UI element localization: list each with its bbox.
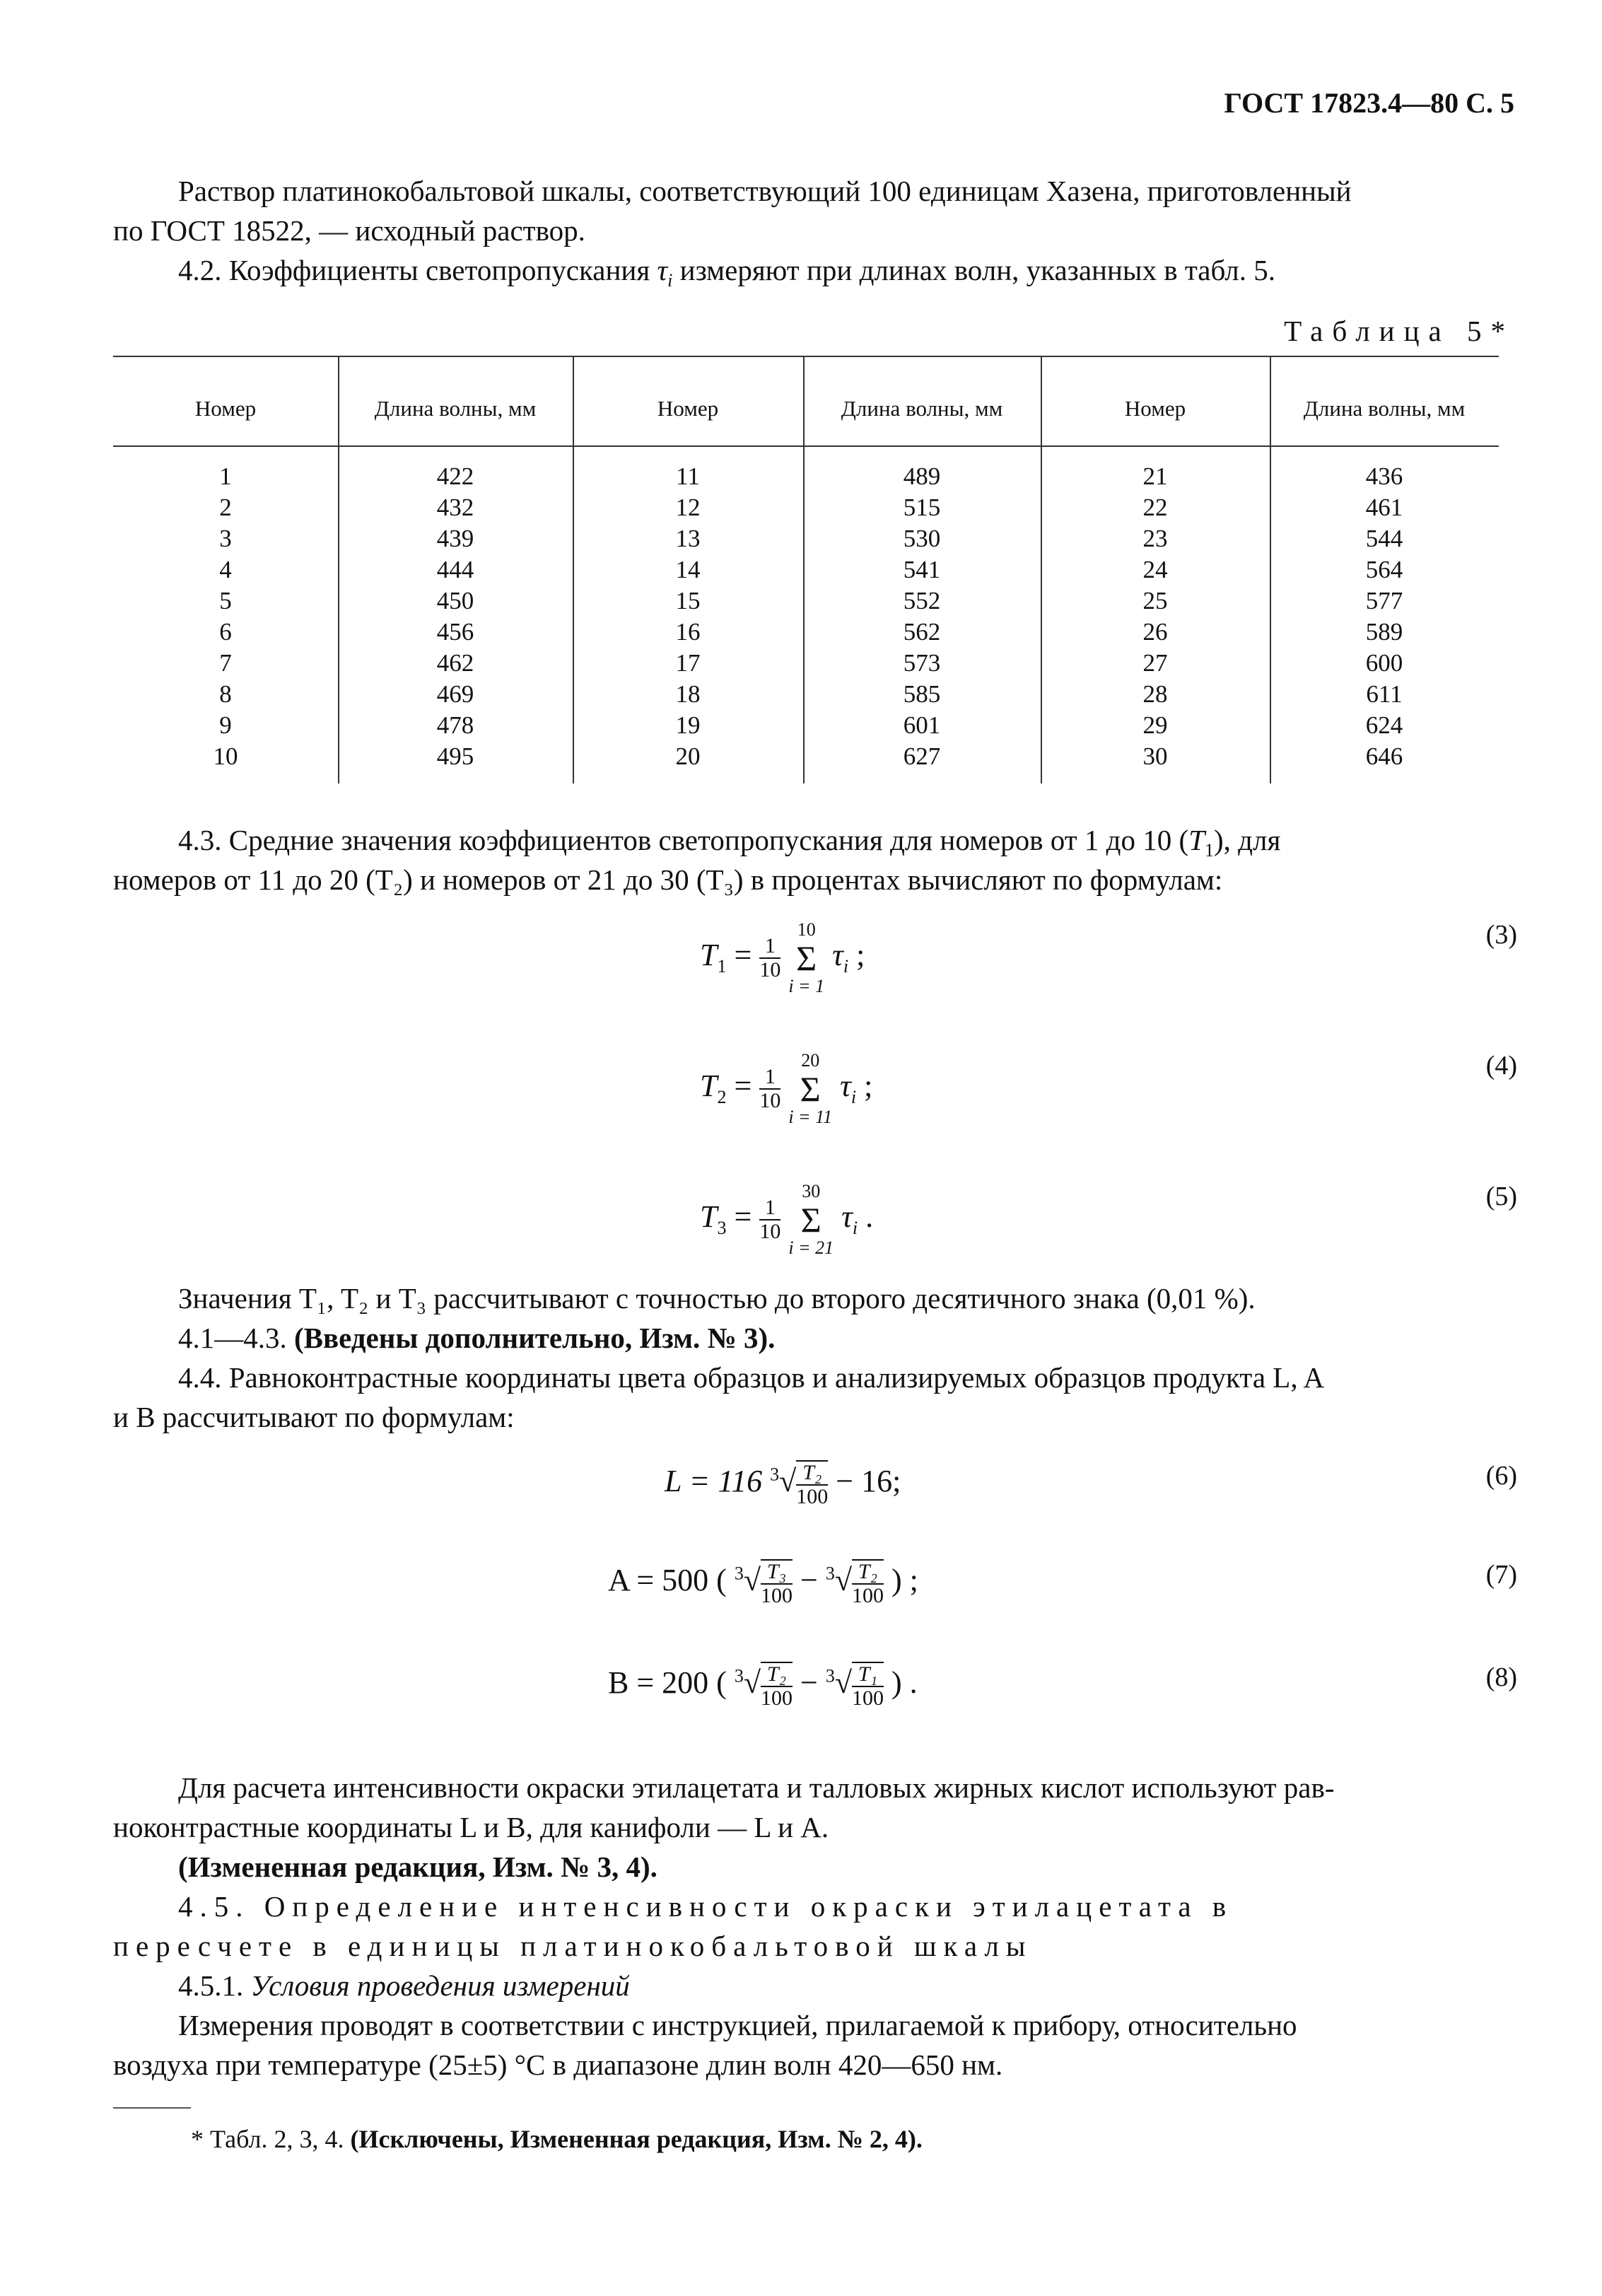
- formula-3: [700, 919, 865, 997]
- fraction: [852, 1559, 884, 1607]
- table-cell: 422: [436, 462, 474, 490]
- table-cell: 600: [1365, 649, 1403, 677]
- denominator: 10: [759, 958, 781, 981]
- table-cell: 530: [903, 525, 941, 552]
- tau-subscript: i: [843, 955, 849, 977]
- minus-sign: −: [800, 1563, 818, 1598]
- formula-end: ) .: [891, 1665, 918, 1701]
- table-column-number-3: [1041, 461, 1270, 772]
- formula-number: (3): [1485, 920, 1517, 950]
- table-cell: 432: [436, 494, 474, 521]
- fraction: [759, 935, 780, 981]
- t1-subscript: 1: [1205, 840, 1214, 861]
- table-cell: 478: [436, 711, 474, 739]
- numerator: T₂: [796, 1462, 828, 1486]
- table-cell: 439: [436, 525, 474, 552]
- formula-lhs-sub: 3: [717, 1217, 727, 1238]
- formula-end: .: [865, 1199, 874, 1235]
- table-cell: 469: [436, 680, 474, 708]
- formula-lhs: T: [700, 938, 718, 973]
- formula-4: [700, 1050, 872, 1128]
- root-sign-icon: √: [743, 1665, 761, 1701]
- fraction: [761, 1662, 793, 1710]
- section-number: 4.5.1.: [178, 1969, 251, 2002]
- denominator: 100: [796, 1485, 829, 1508]
- table-cell: 11: [676, 462, 700, 490]
- formula-8: [608, 1662, 918, 1710]
- amendment-text: (Введены дополнительно, Изм. № 3).: [294, 1322, 776, 1354]
- formula-lhs: T: [700, 1068, 718, 1104]
- table-header-number: Номер: [657, 396, 719, 421]
- denominator: 100: [851, 1686, 884, 1710]
- formula-rest: − 16;: [836, 1464, 901, 1499]
- section-4-5-line-2: пересчете в единицы платинокобальтовой шкалы: [113, 1930, 1033, 1962]
- table-cell: 25: [1142, 587, 1168, 614]
- sum-upper: 20: [801, 1050, 820, 1071]
- table-caption: Таблица 5*: [1284, 315, 1514, 347]
- table-header-wavelength: Длина волны, мм: [374, 396, 537, 421]
- denominator: 100: [851, 1584, 884, 1607]
- table-cell: 450: [436, 587, 474, 614]
- numerator: T₂: [761, 1663, 793, 1687]
- formula-end: ) ;: [891, 1563, 918, 1598]
- root-index: 3: [825, 1563, 835, 1584]
- footnote: [191, 2121, 923, 2157]
- numerator: 1: [759, 935, 780, 959]
- formula-5: [700, 1181, 873, 1259]
- table-cell: 495: [436, 742, 474, 770]
- p43-text: 4.3. Средние значения коэффициентов светопропускания для номеров от 1 до 10 (: [178, 824, 1189, 856]
- table-cell: 541: [903, 556, 941, 583]
- table-cell: 15: [675, 587, 701, 614]
- root-sign-icon: √: [779, 1464, 797, 1499]
- p42-text-pre: 4.2. Коэффициенты светопропускания: [178, 254, 657, 286]
- table-cell: 444: [436, 556, 474, 583]
- table-cell: 489: [903, 462, 941, 490]
- table-cell: 2: [219, 494, 232, 521]
- paragraph-4-2: [178, 250, 1275, 301]
- equals-sign: =: [734, 1068, 752, 1104]
- tau-symbol: τ: [840, 1068, 851, 1104]
- tau-subscript: i: [850, 1086, 857, 1107]
- denominator: 10: [759, 1089, 781, 1112]
- page-header: ГОСТ 17823.4—80 С. 5: [1224, 87, 1514, 119]
- table-header-wavelength: Длина волны, мм: [1303, 396, 1466, 421]
- fraction: [852, 1662, 884, 1710]
- root-sign-icon: √: [834, 1563, 852, 1598]
- table-cell: 17: [675, 649, 701, 677]
- table-column-wavelength-3: [1270, 461, 1499, 772]
- table-cell: 436: [1365, 462, 1403, 490]
- table-cell: 456: [436, 618, 474, 646]
- root-sign-icon: √: [834, 1665, 852, 1701]
- table-top-rule: [113, 356, 1499, 357]
- table-cell: 3: [219, 525, 232, 552]
- table-cell: 585: [903, 680, 941, 708]
- table-header-number: Номер: [194, 396, 257, 421]
- footnote-ref: * Табл. 2, 3, 4.: [191, 2125, 351, 2153]
- denominator: 100: [760, 1584, 793, 1607]
- sum-lower: i = 21: [788, 1237, 834, 1258]
- table-cell: 577: [1365, 587, 1403, 614]
- table-cell: 6: [219, 618, 232, 646]
- table-cell: 16: [675, 618, 701, 646]
- sum-lower: i = 1: [788, 976, 825, 996]
- paragraph-4-3-line-2: номеров от 11 до 20 (T₂) и номеров от 21 до 30 (T₃) в процентах вычисляют по формулам:: [113, 863, 1223, 896]
- formula-number: (5): [1485, 1182, 1517, 1211]
- tau-symbol: τ: [832, 938, 843, 973]
- equals-sign: =: [734, 938, 752, 973]
- table-cell: 14: [675, 556, 701, 583]
- tau-subscript: i: [667, 270, 673, 291]
- formula-end: ;: [856, 938, 865, 973]
- formula-number: (8): [1485, 1662, 1517, 1692]
- sum-upper: 30: [802, 1181, 821, 1201]
- formula-number: (4): [1485, 1051, 1517, 1080]
- table-header-number: Номер: [1124, 396, 1186, 421]
- table-cell: 462: [436, 649, 474, 677]
- section-title: Условия проведения измерений: [250, 1969, 630, 2002]
- root-index: 3: [734, 1563, 744, 1584]
- denominator: 10: [759, 1220, 781, 1243]
- intro-line-2: по ГОСТ 18522, — исходный раствор.: [113, 214, 585, 247]
- table-column-number-2: [573, 461, 803, 772]
- sum-block: [788, 1181, 834, 1259]
- table-cell: 19: [675, 711, 701, 739]
- table-cell: 461: [1365, 494, 1403, 521]
- table-cell: 1: [219, 462, 232, 490]
- table-cell: 624: [1365, 711, 1403, 739]
- root-index: 3: [825, 1665, 835, 1686]
- sigma-symbol: Σ: [800, 1069, 821, 1109]
- root-index: 3: [770, 1464, 780, 1485]
- formula-lhs: B = 200 (: [608, 1665, 727, 1701]
- section-4-5-1: [178, 1966, 630, 2005]
- table-cell: 5: [219, 587, 232, 614]
- p42-text-post: измеряют при длинах волн, указанных в табл. 5.: [672, 254, 1276, 286]
- formula-end: ;: [864, 1068, 873, 1104]
- footnote-rule: [113, 2107, 191, 2109]
- table-cell: 601: [903, 711, 941, 739]
- formula-7: [608, 1559, 918, 1607]
- table-cell: 27: [1142, 649, 1168, 677]
- numerator: 1: [759, 1066, 780, 1090]
- fraction: [796, 1460, 828, 1508]
- table-cell: 21: [1142, 462, 1168, 490]
- table-cell: 562: [903, 618, 941, 646]
- table-cell: 573: [903, 649, 941, 677]
- table-cell: 24: [1142, 556, 1168, 583]
- table-cell: 611: [1366, 680, 1403, 708]
- table-cell: 20: [675, 742, 701, 770]
- root-index: 3: [734, 1665, 744, 1686]
- p43-text-end: ), для: [1214, 824, 1281, 856]
- fraction: [759, 1066, 780, 1112]
- table-cell: 22: [1142, 494, 1168, 521]
- table-cell: 646: [1365, 742, 1403, 770]
- sigma-symbol: Σ: [800, 1200, 822, 1240]
- equals-sign: =: [734, 1199, 752, 1235]
- formula-lhs: L = 116: [665, 1464, 763, 1499]
- amendment-ref: 4.1—4.3.: [178, 1322, 294, 1354]
- table-column-number-1: [113, 461, 338, 772]
- usage-line-2: ноконтрастные координаты L и B, для канифоли — L и A.: [113, 1811, 829, 1843]
- table-cell: 552: [903, 587, 941, 614]
- table-cell: 7: [219, 649, 232, 677]
- table-cell: 28: [1142, 680, 1168, 708]
- fraction: [759, 1196, 780, 1243]
- minus-sign: −: [800, 1665, 818, 1701]
- section-4-5-line-1: 4.5. Определение интенсивности окраски этилацетата в: [178, 1890, 1234, 1923]
- table-column-wavelength-1: [338, 461, 573, 772]
- table-cell: 544: [1365, 525, 1403, 552]
- footnote-text: (Исключены, Измененная редакция, Изм. № 2, 4).: [350, 2125, 923, 2153]
- amendment-4-4: (Измененная редакция, Изм. № 3, 4).: [178, 1851, 657, 1883]
- table-cell: 8: [219, 680, 232, 708]
- paragraph-4-4-line-1: 4.4. Равноконтрастные координаты цвета образцов и анализируемых образцов продукта L, A: [178, 1361, 1325, 1394]
- table-header-rule: [113, 445, 1499, 447]
- usage-line-1: Для расчета интенсивности окраски этилацетата и талловых жирных кислот используют рав-: [178, 1771, 1335, 1804]
- measurement-line-2: воздуха при температуре (25±5) °С в диапазоне длин волн 420—650 нм.: [113, 2049, 1003, 2081]
- intro-line-1: Раствор платинокобальтовой шкалы, соответствующий 100 единицам Хазена, приготовленный: [178, 175, 1352, 207]
- table-cell: 627: [903, 742, 941, 770]
- t1-symbol: T: [1188, 824, 1205, 856]
- sigma-symbol: Σ: [796, 938, 817, 978]
- numerator: T₁: [852, 1663, 884, 1687]
- formula-lhs: A = 500 (: [608, 1563, 727, 1598]
- formula-number: (6): [1485, 1461, 1517, 1491]
- fraction: [761, 1559, 793, 1607]
- sum-block: [788, 1050, 832, 1128]
- table-cell: 515: [903, 494, 941, 521]
- denominator: 100: [760, 1686, 793, 1710]
- table-cell: 12: [675, 494, 701, 521]
- numerator: 1: [759, 1196, 780, 1220]
- formula-lhs-sub: 2: [717, 1086, 727, 1107]
- table-cell: 26: [1142, 618, 1168, 646]
- table-cell: 23: [1142, 525, 1168, 552]
- table-cell: 4: [219, 556, 232, 583]
- formula-6: [665, 1460, 901, 1508]
- tau-symbol: τ: [657, 254, 668, 286]
- table-cell: 10: [213, 742, 238, 770]
- table-cell: 29: [1142, 711, 1168, 739]
- table-cell: 564: [1365, 556, 1403, 583]
- table-header-wavelength: Длина волны, мм: [841, 396, 1003, 421]
- formula-lhs: T: [700, 1199, 718, 1235]
- tau-subscript: i: [852, 1217, 858, 1238]
- root-sign-icon: √: [743, 1563, 761, 1598]
- measurement-line-1: Измерения проводят в соответствии с инструкцией, прилагаемой к прибору, относительно: [178, 2009, 1297, 2041]
- formula-number: (7): [1485, 1560, 1517, 1590]
- formula-lhs-sub: 1: [717, 955, 727, 977]
- numerator: T₂: [852, 1561, 884, 1585]
- paragraph-4-4-line-2: и B рассчитывают по формулам:: [113, 1401, 515, 1433]
- sum-upper: 10: [797, 919, 816, 940]
- sum-lower: i = 11: [788, 1107, 833, 1127]
- accuracy-note: Значения T₁, T₂ и T₃ рассчитывают с точностью до второго десятичного знака (0,01 %).: [178, 1282, 1256, 1315]
- amendment-4-1-4-3: [178, 1318, 775, 1358]
- table-cell: 13: [675, 525, 701, 552]
- table-cell: 18: [675, 680, 701, 708]
- sum-block: [788, 919, 824, 997]
- table-cell: 9: [219, 711, 232, 739]
- tau-symbol: τ: [841, 1199, 853, 1235]
- table-column-wavelength-2: [803, 461, 1041, 772]
- numerator: T₃: [761, 1561, 793, 1585]
- table-cell: 30: [1142, 742, 1168, 770]
- table-cell: 589: [1365, 618, 1403, 646]
